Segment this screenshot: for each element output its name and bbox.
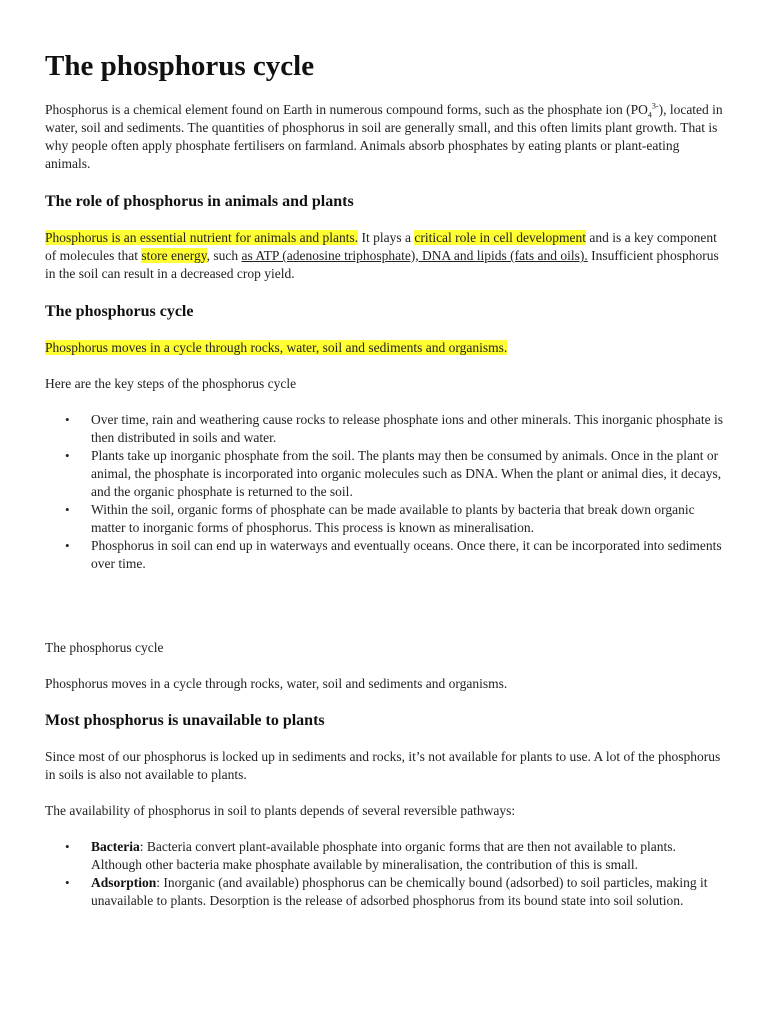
role-text-4: Insufficient phosphorus in the soil can result in a decreased crop yield. [45,248,719,281]
highlight-essential-nutrient: Phosphorus is an essential nutrient for animals and plants. [45,230,359,245]
list-item [45,874,725,910]
role-text-2: and is a key component of molecules that [45,230,717,263]
intro-text-b: ), located in water, soil and sediments. The quantities of phosphorus in soil are generally small, and this often limits plant growth. That is why people often apply phosphate fertilisers on farmland. Animals absorb phosphates by eating plants or plant-eating animals. [45,102,723,171]
highlight-store-energy: store energy [141,248,207,263]
pathways-list [45,838,725,910]
intro-text-a: Phosphorus is a chemical element found on Earth in numerous compound forms, such as the phosphate ion (PO [45,102,648,117]
list-item: • Phosphorus in soil can end up in waterways and eventually oceans. Once there, it can be incorporated into sediments over time. [45,537,725,573]
pathways-intro: The availability of phosphorus in soil to plants depends of several reversible pathways: [45,803,516,818]
pathway-term: Adsorption [91,875,157,890]
list-item: • Over time, rain and weathering cause rocks to release phosphate ions and other minerals. This inorganic phosphate is then distributed in soils and water. [45,411,725,447]
pathway-term: Bacteria [91,839,140,854]
intro-subscript: 4 [647,110,652,120]
intro-superscript: 3- [651,101,659,111]
list-item: • Plants take up inorganic phosphate from the soil. The plants may then be consumed by animals. Once in the plant or animal, the phosphate is incorporated into organic molecules such as DNA. When the plant or animal dies, it decays, and the organic phosphate is returned to the soil. [45,447,725,501]
list-item: • Within the soil, organic forms of phosphate can be made available to plants by bacteria that break down organic matter to inorganic forms of phosphorus. This process is known as mineralisation. [45,501,725,537]
unavailable-heading: Most phosphorus is unavailable to plants [45,712,325,729]
role-text-1: It plays a [358,230,415,245]
highlight-cycle: Phosphorus moves in a cycle through rocks, water, soil and sediments and organisms. [45,340,508,355]
intro-paragraph [45,101,725,173]
figure-caption: The phosphorus cycle [45,640,164,655]
steps-list [45,411,725,573]
steps-intro: Here are the key steps of the phosphorus cycle [45,376,297,391]
role-heading: The role of phosphorus in animals and plants [45,193,354,210]
list-item [45,838,725,874]
cycle-paragraph [45,339,725,357]
role-paragraph [45,229,725,283]
unavailable-paragraph: Since most of our phosphorus is locked up in sediments and rocks, it’s not available for plants to use. A lot of the phosphorus in soils is also not available to plants. [45,749,721,782]
caption-text: Phosphorus moves in a cycle through rocks, water, soil and sediments and organisms. [45,676,508,691]
page-title: The phosphorus cycle [45,50,315,82]
pathway-text: : Bacteria convert plant-available phosphate into organic forms that are then not available to plants. Although other bacteria make phosphate available by mineralisation, the contribution of this is small. [91,839,676,872]
role-text-3: , such [206,248,242,263]
highlight-cell-development: critical role in cell development [414,230,587,245]
underlined-molecules: as ATP (adenosine triphosphate), DNA and lipids (fats and oils). [241,248,588,263]
pathway-text: : Inorganic (and available) phosphorus can be chemically bound (adsorbed) to soil particles, making it unavailable to plants. Desorption is the release of adsorbed phosphorus from its bound state into soil solution. [91,875,708,908]
cycle-heading: The phosphorus cycle [45,303,194,320]
